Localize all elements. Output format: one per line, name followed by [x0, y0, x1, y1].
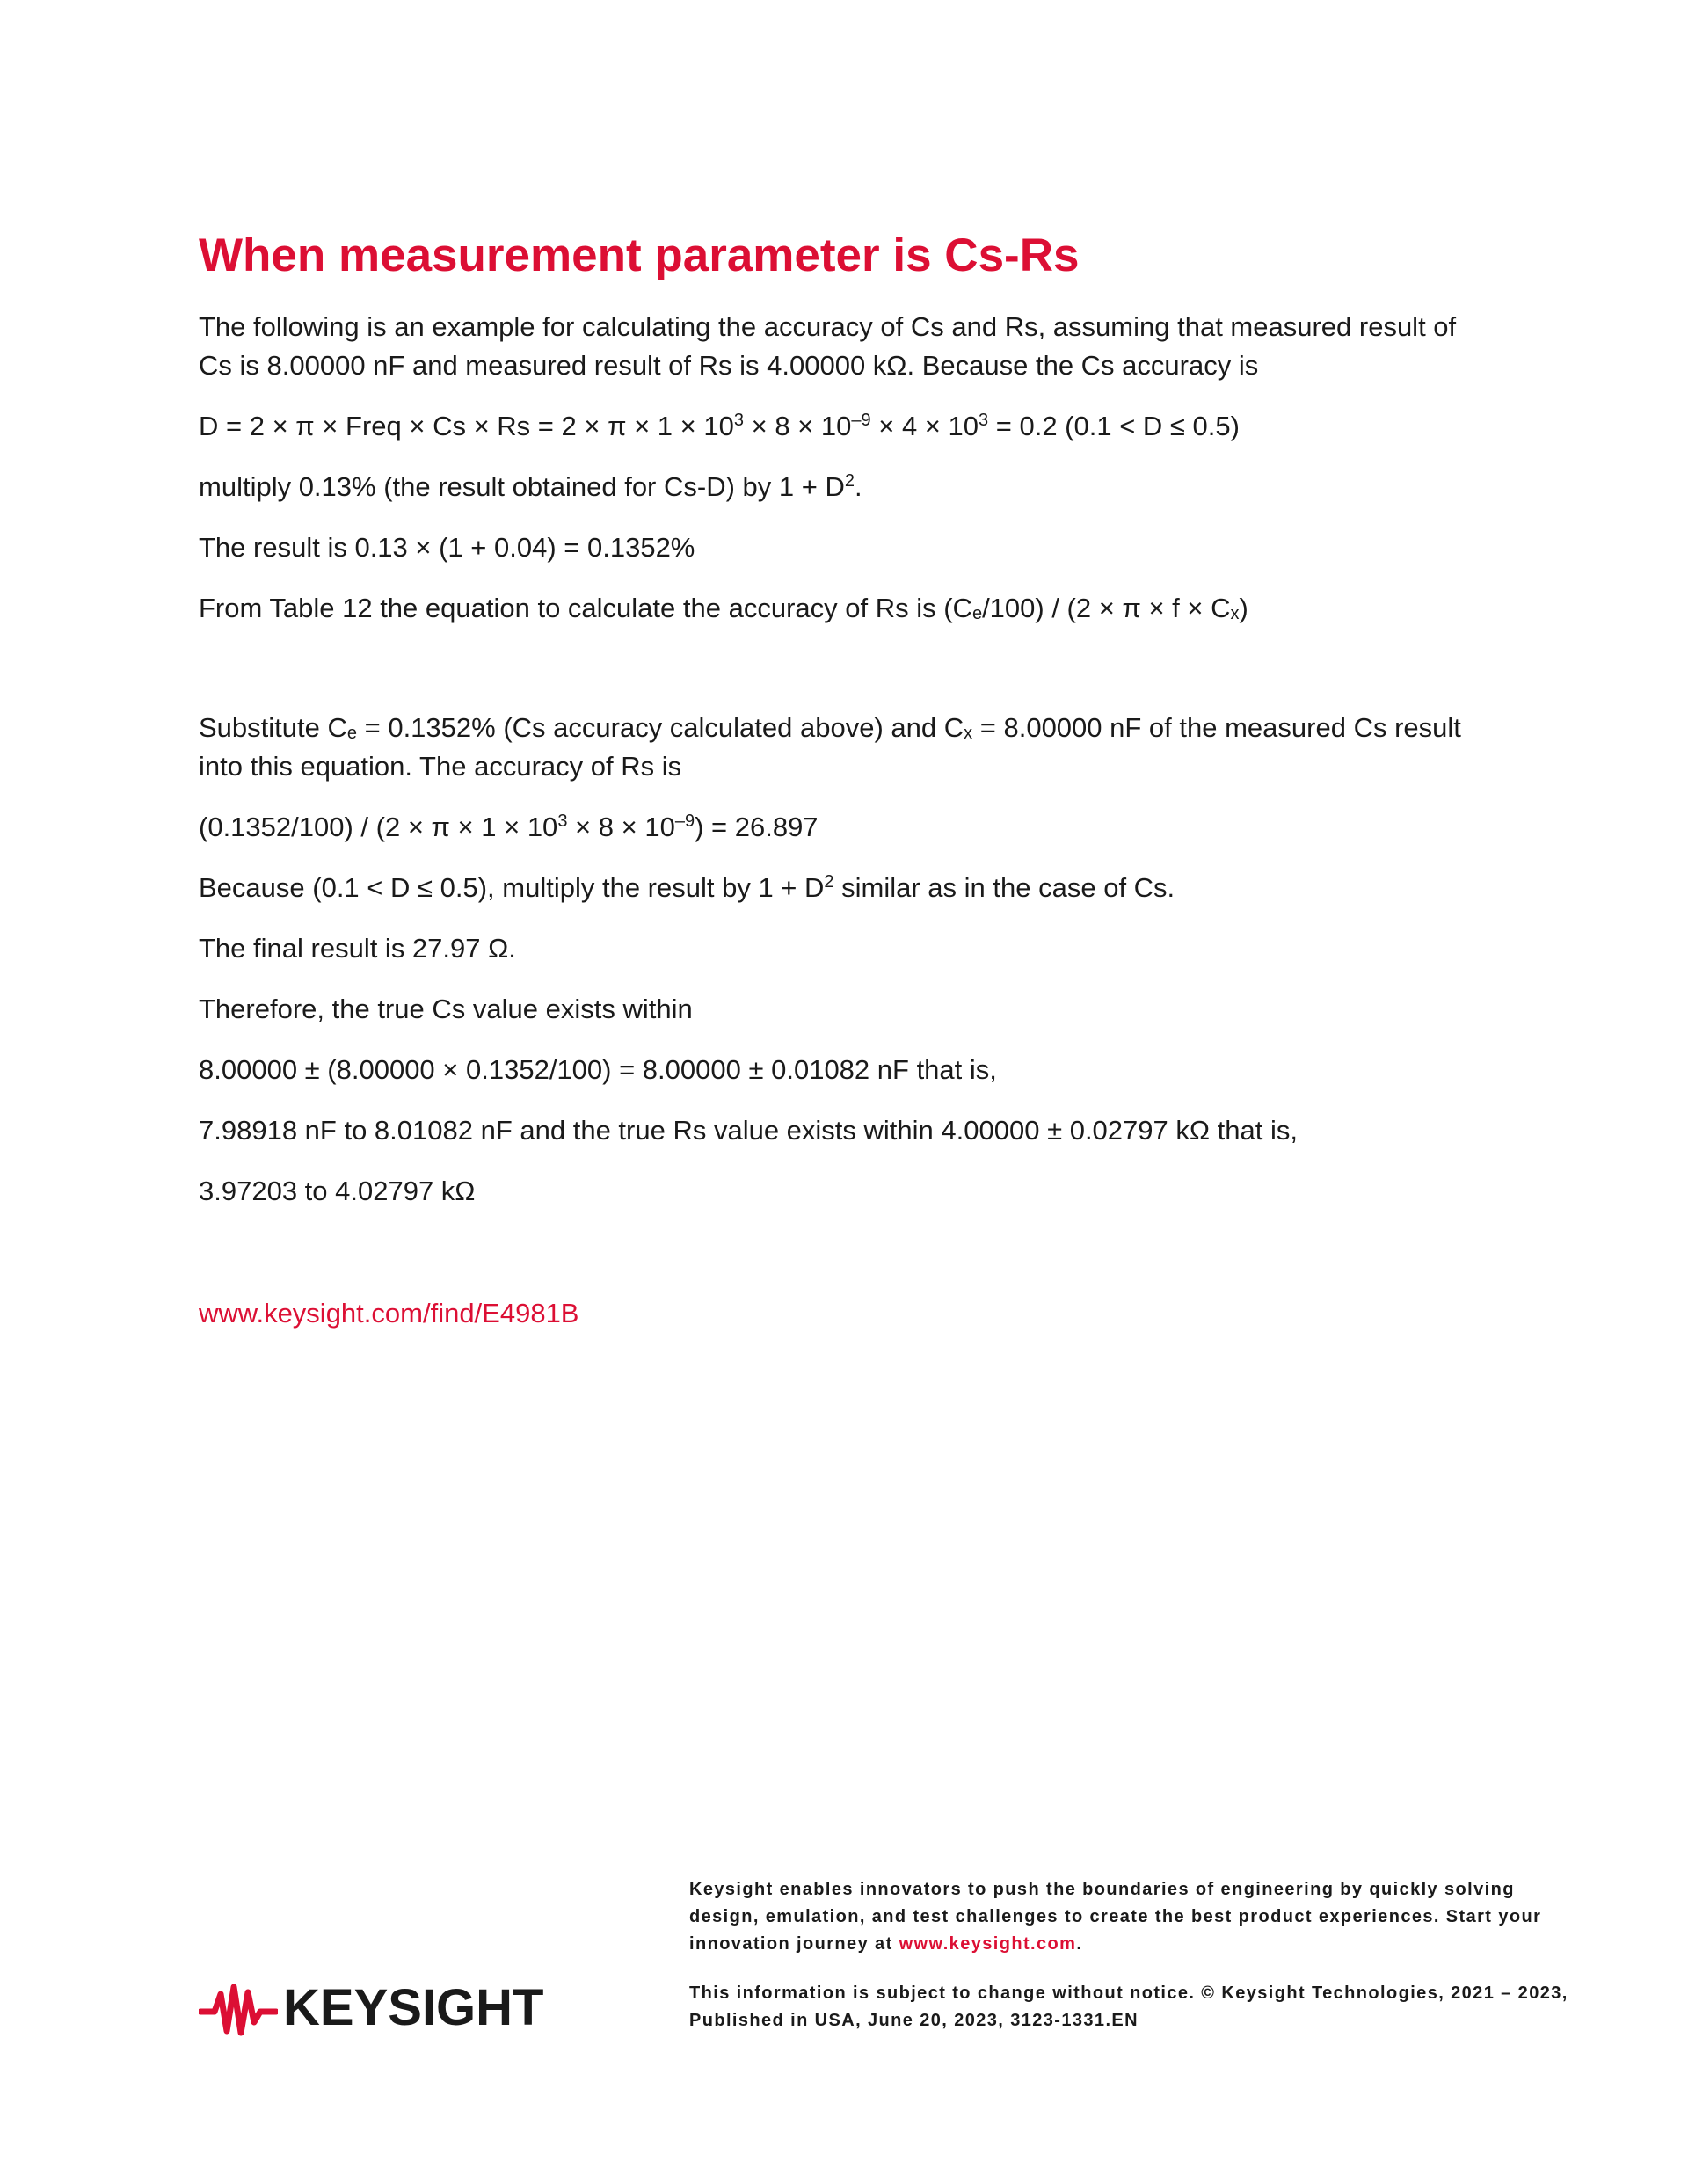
result-line: The result is 0.13 × (1 + 0.04) = 0.1352%: [199, 532, 695, 563]
substitute-line-2: into this equation. The accuracy of Rs is: [199, 751, 682, 782]
rs-final-line: 3.97203 to 4.02797 kΩ: [199, 1176, 476, 1206]
final-result-line: The final result is 27.97 Ω.: [199, 933, 516, 964]
multiply-line: multiply 0.13% (the result obtained for Cs-D) by $1 + D^2$.: [199, 471, 862, 502]
keysight-wave-icon: [199, 1982, 278, 2038]
page-title: When measurement parameter is Cs-Rs: [199, 229, 1080, 281]
footer-blurb-line-3: innovation journey at www.keysight.com.: [689, 1934, 1083, 1954]
intro-line-2: Cs is 8.00000 nF and measured result of Rs is 4.00000 kΩ. Because the Cs accuracy is: [199, 350, 1259, 381]
footer-blurb-line-2: design, emulation, and test challenges to create the best product experiences. Start your: [689, 1907, 1542, 1926]
footer-notice-line-1: This information is subject to change without notice. © Keysight Technologies, 2021 – 2023,: [689, 1984, 1568, 2003]
rs-range-line: 7.98918 nF to 8.01082 nF and the true Rs value exists within 4.00000 ± 0.02797 kΩ that is,: [199, 1115, 1298, 1146]
table-reference-line: From Table 12 the equation to calculate the accuracy of Rs is $(C_e/100) / (2 \times \pi \times f \times C_x)$: [199, 593, 1248, 623]
footer-website-link[interactable]: www.keysight.com: [899, 1934, 1077, 1954]
keysight-logo: [199, 1969, 550, 2049]
rs-accuracy-equation: $(0.1352/100) / (2 \times \pi \times 1 \times 10^3 \times 8 \times 10^{-9}) = 26.897$: [199, 812, 819, 842]
footer-notice-line-2: Published in USA, June 20, 2023, 3123-1331.EN: [689, 2011, 1139, 2030]
footer-blurb-line-1: Keysight enables innovators to push the boundaries of engineering by quickly solving: [689, 1880, 1515, 1899]
substitute-line-1: Substitute $C_e = 0.1352\%$ (Cs accuracy calculated above) and $C_x = 8.00000$ nF of the measured Cs result: [199, 712, 1461, 743]
because-line: Because (0.1 < D ≤ 0.5), multiply the result by $1 + D^2$ similar as in the case of Cs.: [199, 872, 1175, 903]
dissipation-equation: D = 2 × π × Freq × $Cs \times Rs = 2 \times \pi \times 1 \times 10^3 \times 8 \times 10^{-9} \times 4 \times 10^3 = 0.2$ (0.1 < D ≤ 0.5): [199, 411, 1240, 441]
logo-wordmark: KEYSIGHT: [283, 1979, 544, 2036]
therefore-line: Therefore, the true Cs value exists within: [199, 994, 693, 1024]
product-link[interactable]: www.keysight.com/find/E4981B: [199, 1298, 579, 1329]
cs-range-line: 8.00000 ± (8.00000 × 0.1352/100) = 8.00000 ± 0.01082 nF that is,: [199, 1054, 997, 1085]
intro-line-1: The following is an example for calculating the accuracy of Cs and Rs, assuming that measured result of: [199, 311, 1457, 342]
